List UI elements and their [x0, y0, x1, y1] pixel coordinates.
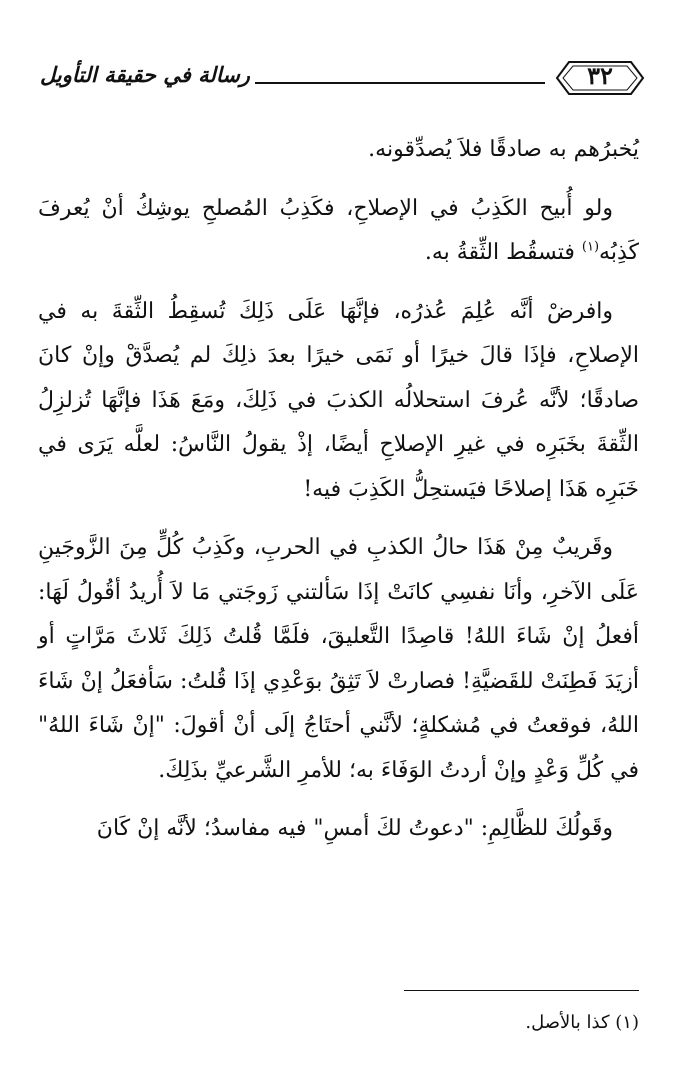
page-number: ٣٢ — [587, 61, 613, 90]
footnote-text: كذا بالأصل. — [525, 1012, 616, 1033]
paragraph-text: فتسقُط الثِّقةُ به. — [424, 240, 582, 265]
paragraph: وقَريبٌ مِنْ هَذَا حالُ الكذبِ في الحربِ، وكَذِبُ كُلٍّ مِنَ الزَّوجَينِ عَلَى الآخرِ، وأنَا نفسِي كانَتْ إذَا سَألتني زَوجَتي مَا لاَ أُريدُ أقُولُ لَهَا: أفعلُ إنْ شَاءَ اللهُ! قاصِدًا التَّعليقَ، فلَمَّا قُلتُ ذَلِكَ ثَلاثَ مَرَّاتٍ أو أزيَدَ فَطِنَتْ للقَضيَّةِ! فصارتْ لاَ تَثِقُ بوَعْدِي إذَا قُلتُ: سَأفعَلُ إنْ شَاءَ اللهُ، فوقعتُ في مُشكلةٍ؛ لأنَّني أحتَاجُ إلَى أنْ أقولَ: "إنْ شَاءَ اللهُ" في كُلِّ وَعْدٍ وإنْ أردتُ الوَفَاءَ به؛ للأمرِ الشَّرعيِّ بذَلِكَ. — [38, 535, 639, 783]
footnote — [38, 1010, 639, 1036]
footnote-marker: (١) — [615, 1012, 639, 1033]
footnote-divider — [404, 990, 639, 991]
page-header — [40, 58, 645, 102]
paragraph: وقَولُكَ للظَّالِمِ: "دعوتُ لكَ أمسِ" فيه مفاسدُ؛ لأنَّه إنْ كَانَ — [96, 816, 613, 841]
paragraph: وافرضْ أنَّه عُلِمَ عُذرُه، فإنَّهَا عَلَى ذَلِكَ تُسقِطُ الثِّقةَ به في الإصلاحِ، فإذَا قالَ خيرًا أو نَمَى خيرًا بعدَ ذلِكَ لم يُصدَّقْ وإنْ كانَ صادقًا؛ لأنَّه عُرفَ استحلالُه الكذبَ في ذَلِكَ، ومَعَ هَذَا فإنَّهَا تُزلزِلُ الثِّقةَ بخَبَرِه في غيرِ الإصلاحِ أيضًا، إذْ يقولُ النَّاسُ: لعلَّه يَرَى في خَبَرِه هَذَا إصلاحًا فيَستحِلُّ الكَذِبَ فيه! — [38, 298, 639, 502]
paragraph — [38, 187, 639, 276]
footnote-reference[interactable]: (١) — [581, 239, 600, 255]
main-text — [38, 128, 639, 866]
running-title: رسالة في حقيقة التأويل — [40, 62, 250, 87]
paragraph: يُخبرُهم به صادقًا فلاَ يُصدِّقونه. — [368, 137, 639, 162]
paragraph-text: ولو أُبيح الكَذِبُ في الإصلاحِ، فكَذِبُ المُصلحِ يوشِكُ أنْ يُعرفَ كَذِبُه — [38, 195, 639, 265]
header-divider — [255, 82, 545, 84]
